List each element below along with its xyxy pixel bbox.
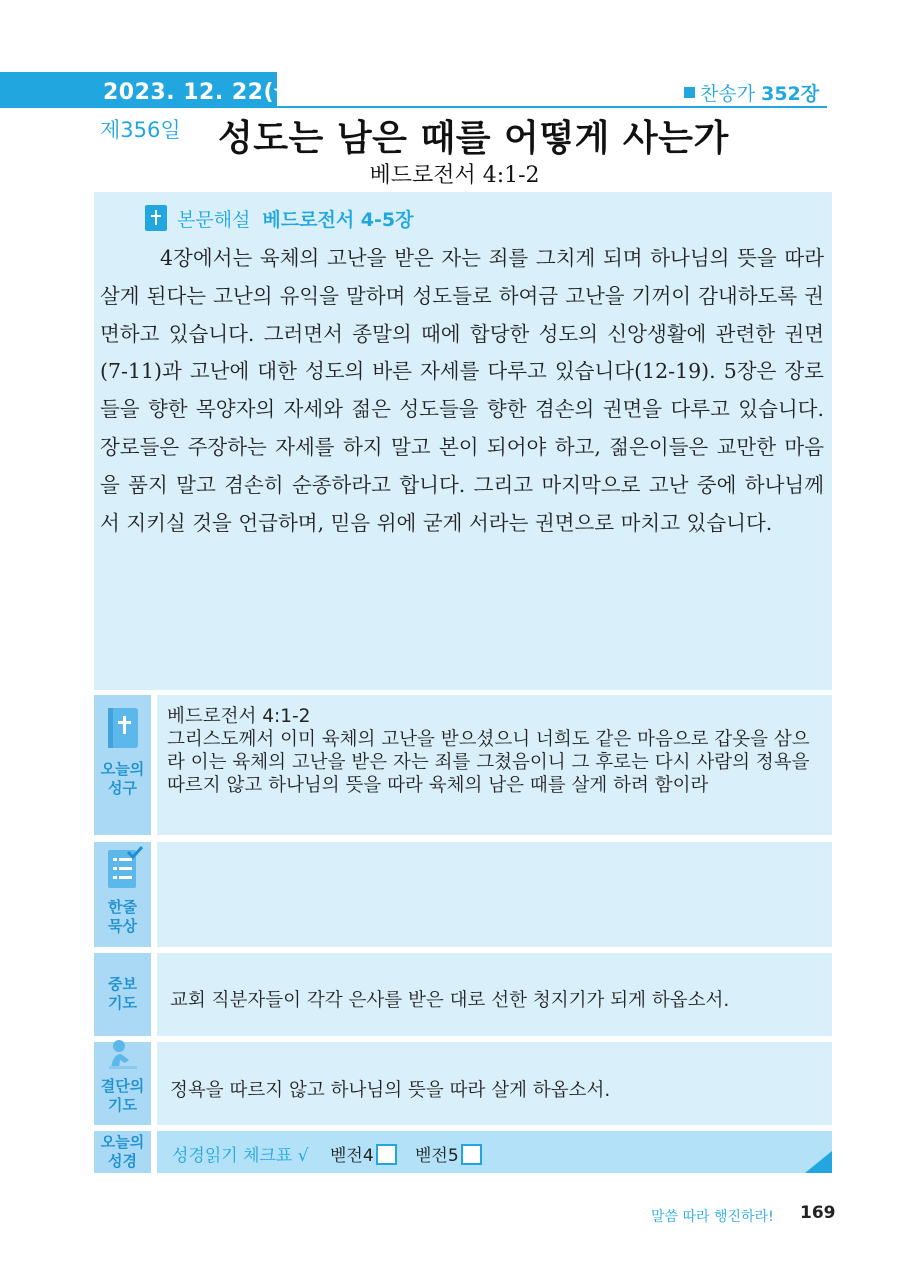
hymn-prefix: 찬송가 xyxy=(700,83,762,105)
checkbox[interactable] xyxy=(376,1144,397,1165)
meditation-section-label: 한줄 묵상 xyxy=(108,898,137,935)
meditation-panel[interactable] xyxy=(157,842,832,947)
bible-book-icon xyxy=(105,706,141,750)
intercession-text: 교회 직분자들이 각각 은사를 받은 대로 선한 청지기가 되게 하옵소서. xyxy=(170,990,730,1011)
page-number: 169 xyxy=(800,1203,836,1223)
hymn-reference xyxy=(684,79,819,106)
hymn-number: 352장 xyxy=(761,83,820,105)
day-number: 제356일 xyxy=(100,118,181,142)
footer-motto: 말씀 따라 행진하라! xyxy=(651,1209,774,1225)
checklist-label: 성경읽기 체크표 √ xyxy=(172,1146,309,1166)
corner-triangle xyxy=(805,1151,832,1173)
commentary-reference: 베드로전서 4-5장 xyxy=(262,209,414,231)
square-bullet-icon xyxy=(684,87,695,98)
resolution-section-label: 결단의 기도 xyxy=(100,1077,145,1114)
checkbox[interactable] xyxy=(461,1144,482,1165)
verse-reference: 베드로전서 4:1-2 xyxy=(167,706,311,727)
verse-content xyxy=(167,705,823,797)
commentary-heading xyxy=(145,205,414,232)
checklist-item[interactable]: 벧전4 xyxy=(330,1141,397,1166)
resolution-text: 정욕을 따르지 않고 하나님의 뜻을 따라 살게 하옵소서. xyxy=(170,1080,611,1101)
commentary-body: 4장에서는 육체의 고난을 받은 자는 죄를 그치게 되며 하나님의 뜻을 따라 살게 된다는 고난의 유익을 말하며 성도들로 하여금 고난을 기꺼이 감내하도록 권면하고 있습니다. 그러면서 종말의 때에 합당한 성도의 신앙생활에 관련한 권면(7-11)과 고난에 대한 성도의 바른 자세를 다루고 있습니다(12-19). 5장은 장로들을 향한 목양자의 자세와 젊은 성도들을 향한 겸손의 권면을 다루고 있습니다. 장로들은 주장하는 자세를 하지 말고 본이 되어야 하고, 젊은이들은 교만한 마음을 품지 말고 겸손히 순종하라고 합니다. 그리고 마지막으로 고난 중에 하나님께서 지키실 것을 언급하며, 믿음 위에 굳게 서라는 권면으로 마치고 있습니다. xyxy=(100,246,824,535)
verse-section-label: 오늘의 성구 xyxy=(100,760,145,797)
page-title: 성도는 남은 때를 어떻게 사는가 xyxy=(218,118,729,159)
checklist-icon xyxy=(104,846,144,890)
praying-person-icon xyxy=(107,1038,139,1070)
date-label: 2023. 12. 22(금) xyxy=(103,80,307,105)
commentary-label: 본문해설 xyxy=(177,209,251,231)
checklist-item[interactable]: 벧전5 xyxy=(415,1141,482,1166)
reading-section-label: 오늘의 성경 xyxy=(100,1133,145,1170)
scripture-reference: 베드로전서 4:1-2 xyxy=(369,163,540,188)
intercession-section-label: 중보 기도 xyxy=(108,975,137,1012)
header-rule xyxy=(277,106,827,108)
bible-cross-icon xyxy=(145,205,167,231)
verse-text: 그리스도께서 이미 육체의 고난을 받으셨으니 너희도 같은 마음으로 갑옷을 삼으라 이는 육체의 고난을 받은 자는 죄를 그쳤음이니 그 후로는 다시 사람의 정욕을 따르지 않고 하나님의 뜻을 따라 육체의 남은 때를 살게 하려 함이라 xyxy=(167,729,810,796)
